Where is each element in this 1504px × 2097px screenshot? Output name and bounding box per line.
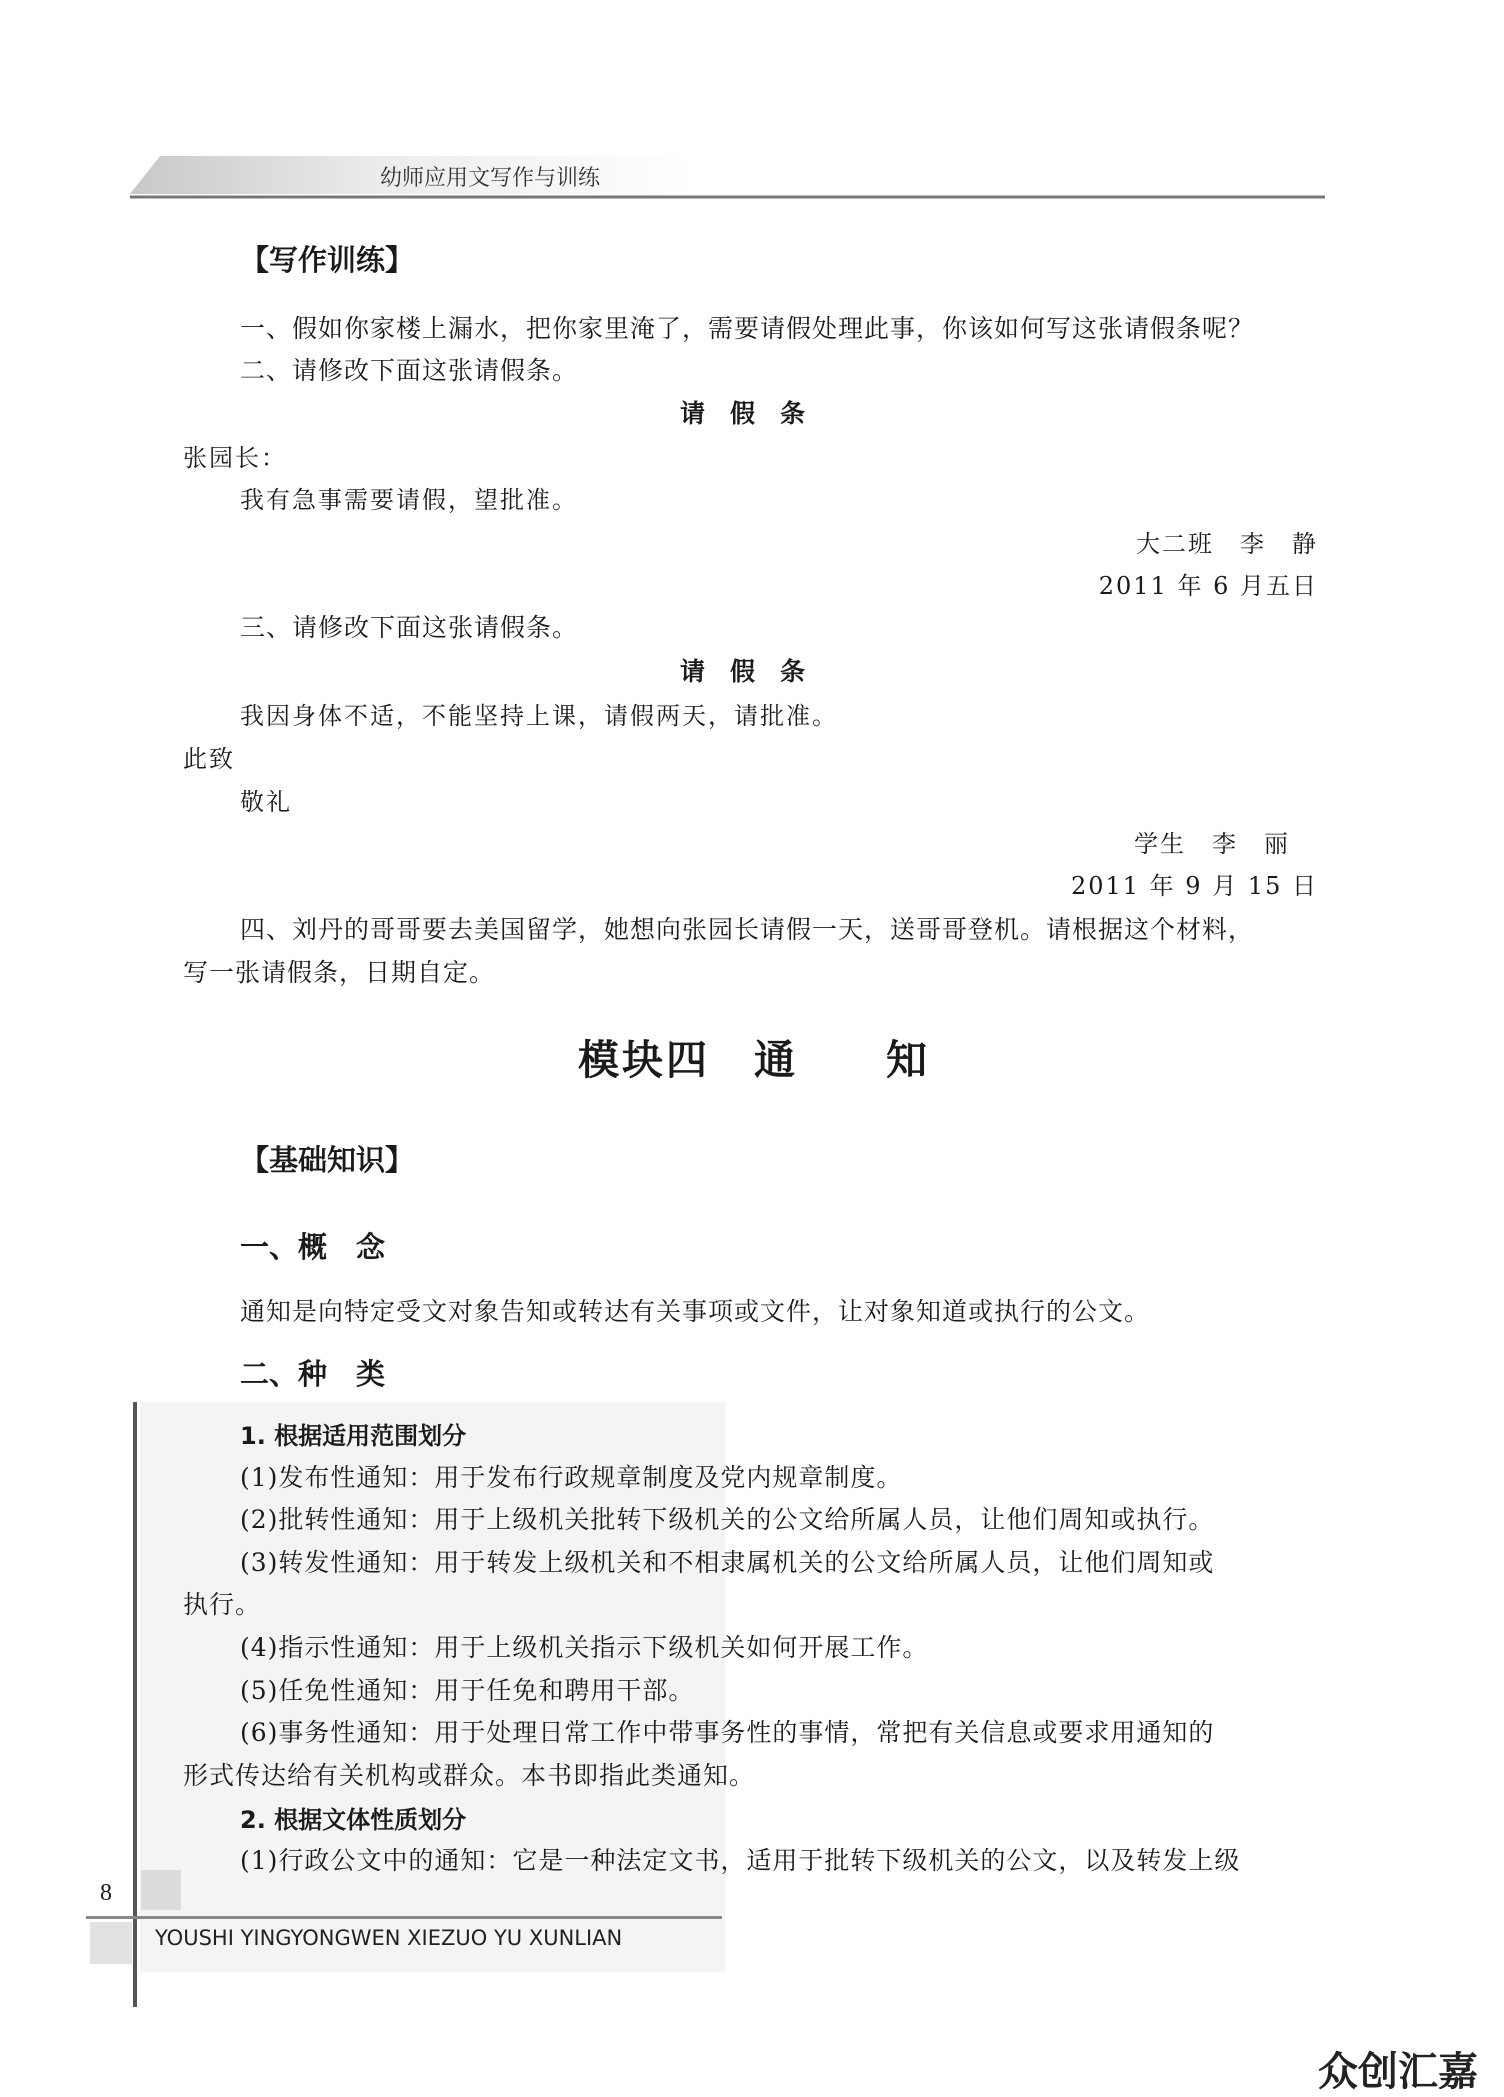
note1-signer: 大二班 李 静 [1136, 530, 1318, 558]
note1-salutation: 张园长： [183, 444, 287, 472]
list-item: (6)事务性通知：用于处理日常工作中带事务性的事情，常把有关信息或要求用通知的 [240, 1718, 1215, 1747]
sub1-heading: 1. 根据适用范围划分 [240, 1422, 467, 1450]
running-title: 幼师应用文写作与训练 [380, 166, 601, 191]
note1-body: 我有急事需要请假，望批准。 [240, 486, 578, 514]
note2-closing-2: 敬礼 [240, 788, 292, 816]
note1-title: 请 假 条 [680, 399, 806, 428]
note2-body: 我因身体不适，不能坚持上课，请假两天，请批准。 [240, 702, 838, 730]
list-item: 执行。 [183, 1590, 262, 1619]
question-4-line-2: 写一张请假条，日期自定。 [183, 958, 496, 987]
note2-closing-1: 此致 [183, 745, 235, 773]
list-item: (1)行政公文中的通知：它是一种法定文书，适用于批转下级机关的公文，以及转发上级 [240, 1846, 1241, 1875]
note2-signer: 学生 李 丽 [1134, 830, 1290, 858]
list-item: 形式传达给有关机构或群众。本书即指此类通知。 [183, 1761, 756, 1790]
footer-rule [86, 1916, 722, 1919]
list-item: (4)指示性通知：用于上级机关指示下级机关如何开展工作。 [240, 1633, 929, 1662]
list-item: (1)发布性通知：用于发布行政规章制度及党内规章制度。 [240, 1463, 903, 1492]
concept-heading: 一、概 念 [240, 1230, 386, 1264]
page-tab-box [141, 1870, 181, 1910]
types-heading: 二、种 类 [240, 1357, 386, 1391]
module-title: 模块四 通 知 [578, 1036, 930, 1084]
concept-text: 通知是向特定受文对象告知或转达有关事项或文件，让对象知道或执行的公文。 [240, 1297, 1151, 1326]
note2-date: 2011 年 9 月 15 日 [1070, 872, 1318, 900]
header-band [130, 152, 1325, 200]
exercise-heading: 【写作训练】 [240, 243, 415, 277]
list-item: (2)批转性通知：用于上级机关批转下级机关的公文给所属人员，让他们周知或执行。 [240, 1505, 1215, 1534]
note2-title: 请 假 条 [680, 657, 806, 686]
question-1: 一、假如你家楼上漏水，把你家里淹了，需要请假处理此事，你该如何写这张请假条呢？ [240, 314, 1255, 343]
question-3: 三、请修改下面这张请假条。 [240, 613, 579, 642]
note1-date: 2011 年 6 月五日 [1098, 572, 1318, 600]
basics-heading: 【基础知识】 [240, 1143, 415, 1177]
question-2: 二、请修改下面这张请假条。 [240, 356, 579, 385]
watermark: 众创汇嘉 [1318, 2049, 1478, 2095]
page-number: 8 [100, 1880, 112, 1906]
book-pinyin: YOUSHI YINGYONGWEN XIEZUO YU XUNLIAN [155, 1926, 623, 1950]
sub2-heading: 2. 根据文体性质划分 [240, 1806, 467, 1834]
footer-box [90, 1922, 132, 1964]
list-item: (5)任免性通知：用于任免和聘用干部。 [240, 1676, 695, 1705]
question-4-line-1: 四、刘丹的哥哥要去美国留学，她想向张园长请假一天，送哥哥登机。请根据这个材料， [240, 915, 1255, 944]
list-item: (3)转发性通知：用于转发上级机关和不相隶属机关的公文给所属人员，让他们周知或 [240, 1548, 1215, 1577]
